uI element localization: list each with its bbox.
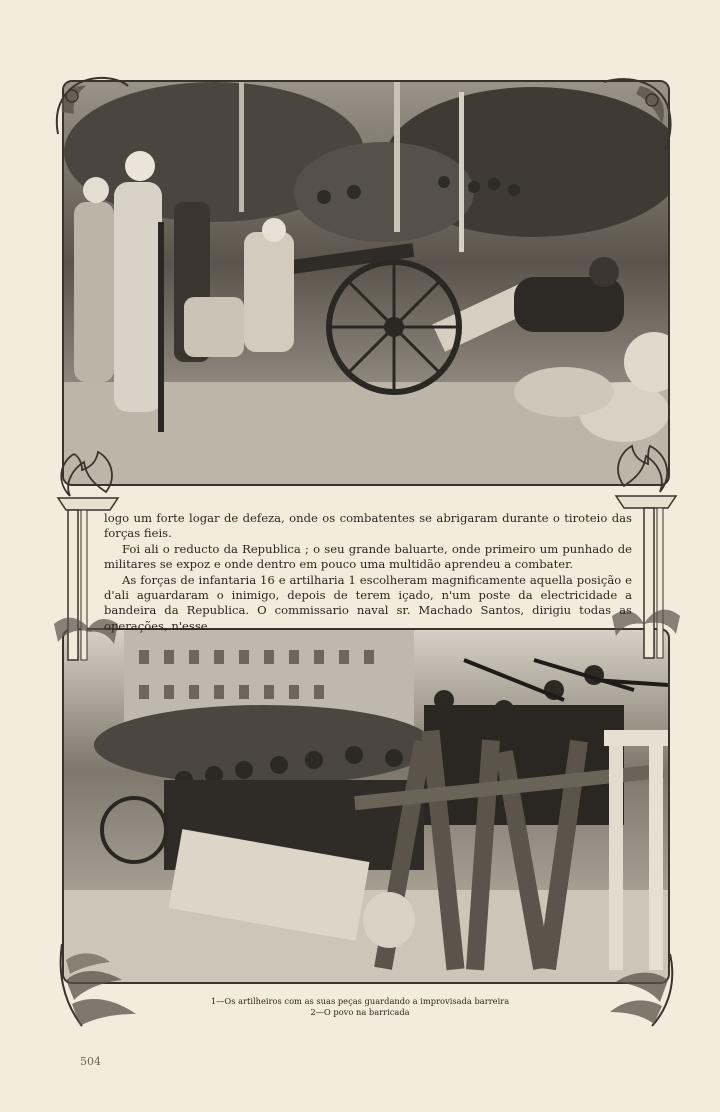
photo-captions [150, 996, 570, 1018]
article-paragraph: As forças de infantaria 16 e artilharia 1 escolheram magnificamente aquella posição e d'ali aguardaram o inimigo, depois de terem içado, n'um poste da electricidade a bandeira da Republica. O commissario naval sr. Machado Santos, dirigiu todas as operações, n'esse [104, 572, 632, 633]
ornament-bottom-right [604, 950, 684, 1030]
photo-artillerymen-barricade [62, 80, 670, 486]
caption-2: 2—O povo na barricada [310, 1007, 410, 1017]
article-paragraph: logo um forte logar de defeza, onde os combatentes se abrigaram durante o tiroteio das forças fieis. [104, 511, 632, 541]
ornament-bottom-left [52, 940, 152, 1032]
photo-people-at-barricade [62, 628, 670, 984]
article-paragraph: Foi ali o reducto da Republica ; o seu grande baluarte, onde primeiro um punhado de militares se expoz e onde dentro em pouco uma multidão aprendeu a combater. [104, 541, 632, 572]
caption-1: 1—Os artilheiros com as suas peças guardando a improvisada barreira [210, 996, 510, 1006]
ornament-top-right [600, 72, 674, 152]
page-number: 504 [80, 1055, 101, 1068]
article-body [104, 511, 632, 634]
ornament-top-left [50, 72, 130, 142]
